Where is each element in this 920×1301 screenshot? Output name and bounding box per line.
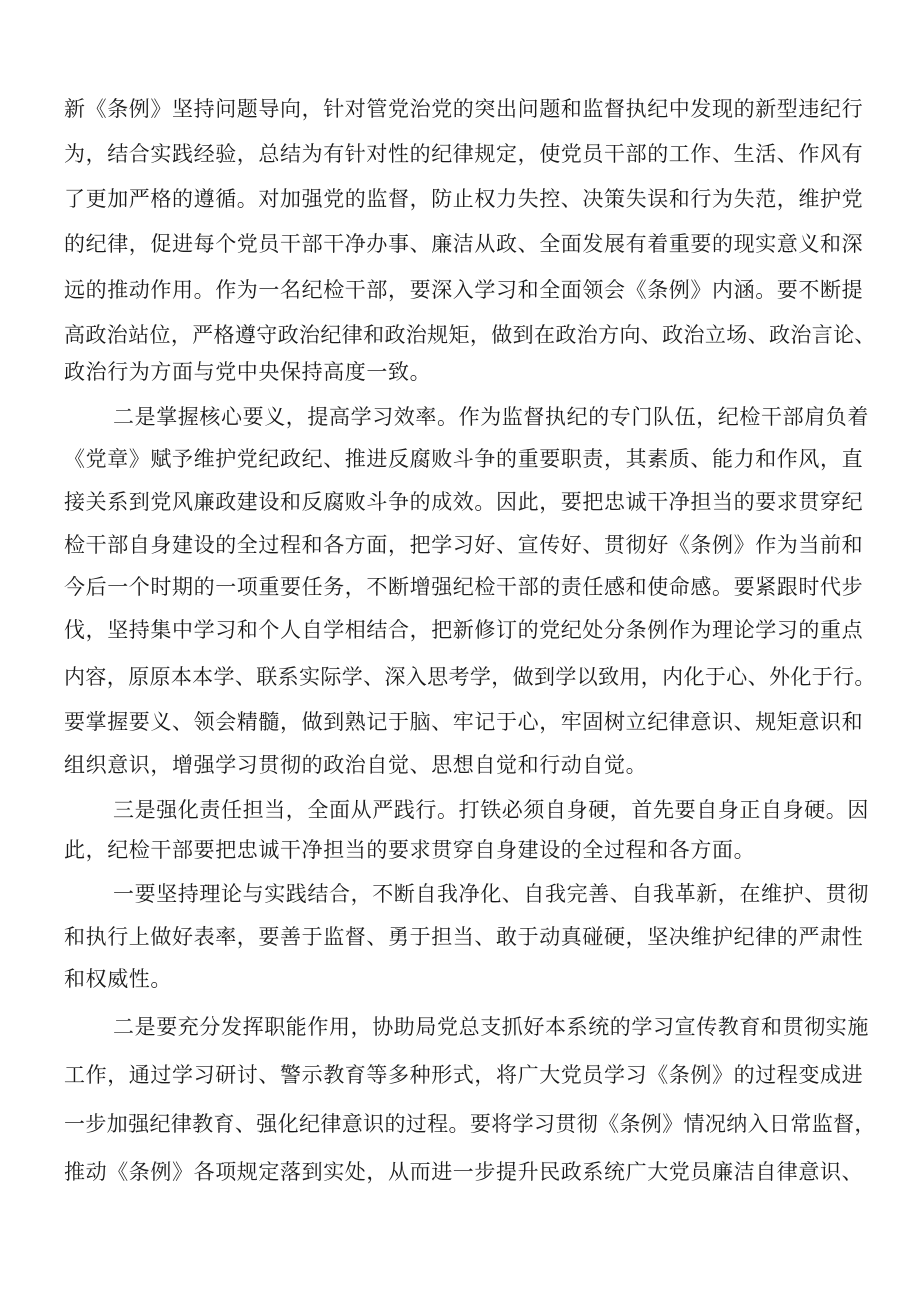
paragraph-first-line: 二是要充分发挥职能作用，协助局党总支抓好本系统的学习宣传教育和贯彻实施 [113, 1015, 869, 1039]
paragraph-first-line: 一要坚持理论与实践结合，不断自我净化、自我完善、自我革新，在维护、贯彻 [113, 882, 869, 906]
text-line: 推动《条例》各项规定落到实处，从而进一步提升民政系统广大党员廉洁自律意识、 [64, 1160, 864, 1184]
text-line: 远的推动作用。作为一名纪检干部，要深入学习和全面领会《条例》内涵。要不断提 [64, 278, 864, 302]
text-line: 工作，通过学习研讨、警示教育等多种形式，将广大党员学习《条例》的过程变成进 [64, 1063, 864, 1087]
text-line: 高政治站位，严格遵守政治纪律和政治规矩，做到在政治方向、政治立场、政治言论、 [64, 323, 876, 347]
text-line: 检干部自身建设的全过程和各方面，把学习好、宣传好、贯彻好《条例》作为当前和 [64, 533, 864, 557]
text-line: 了更加严格的遵循。对加强党的监督，防止权力失控、决策失误和行为失范，维护党 [64, 187, 864, 211]
text-line: 《党章》赋予维护党纪政纪、推进反腐败斗争的重要职责，其素质、能力和作风，直 [64, 447, 864, 471]
text-line: 内容，原原本本学、联系实际学、深入思考学，做到学以致用，内化于心、外化于行。 [64, 665, 876, 689]
text-line: 接关系到党风廉政建设和反腐败斗争的成效。因此，要把忠诚干净担当的要求贯穿纪 [64, 490, 864, 514]
paragraph-first-line: 三是强化责任担当，全面从严践行。打铁必须自身硬，首先要自身正自身硬。因 [113, 798, 869, 822]
text-line: 今后一个时期的一项重要任务，不断增强纪检干部的责任感和使命感。要紧跟时代步 [64, 575, 864, 599]
text-line: 要掌握要义、领会精髓，做到熟记于脑、牢记于心，牢固树立纪律意识、规矩意识和 [64, 710, 864, 734]
text-line: 和权威性。 [64, 967, 172, 991]
text-line: 伐，坚持集中学习和个人自学相结合，把新修订的党纪处分条例作为理论学习的重点 [64, 618, 864, 642]
text-line: 为，结合实践经验，总结为有针对性的纪律规定，使党员干部的工作、生活、作风有 [64, 142, 864, 166]
paragraph-first-line: 二是掌握核心要义，提高学习效率。作为监督执纪的专门队伍，纪检干部肩负着 [113, 405, 869, 429]
text-line: 新《条例》坚持问题导向，针对管党治党的突出问题和监督执纪中发现的新型违纪行 [64, 97, 864, 121]
text-line: 和执行上做好表率，要善于监督、勇于担当、敢于动真碰硬，坚决维护纪律的严肃性 [64, 925, 864, 949]
text-line: 一步加强纪律教育、强化纪律意识的过程。要将学习贯彻《条例》情况纳入日常监督， [64, 1112, 876, 1136]
text-line: 此，纪检干部要把忠诚干净担当的要求贯穿自身建设的全过程和各方面。 [64, 838, 756, 862]
text-line: 组织意识，增强学习贯彻的政治自觉、思想自觉和行动自觉。 [64, 753, 648, 777]
text-line: 政治行为方面与党中央保持高度一致。 [64, 360, 432, 384]
text-line: 的纪律，促进每个党员干部干净办事、廉洁从政、全面发展有着重要的现实意义和深 [64, 232, 864, 256]
